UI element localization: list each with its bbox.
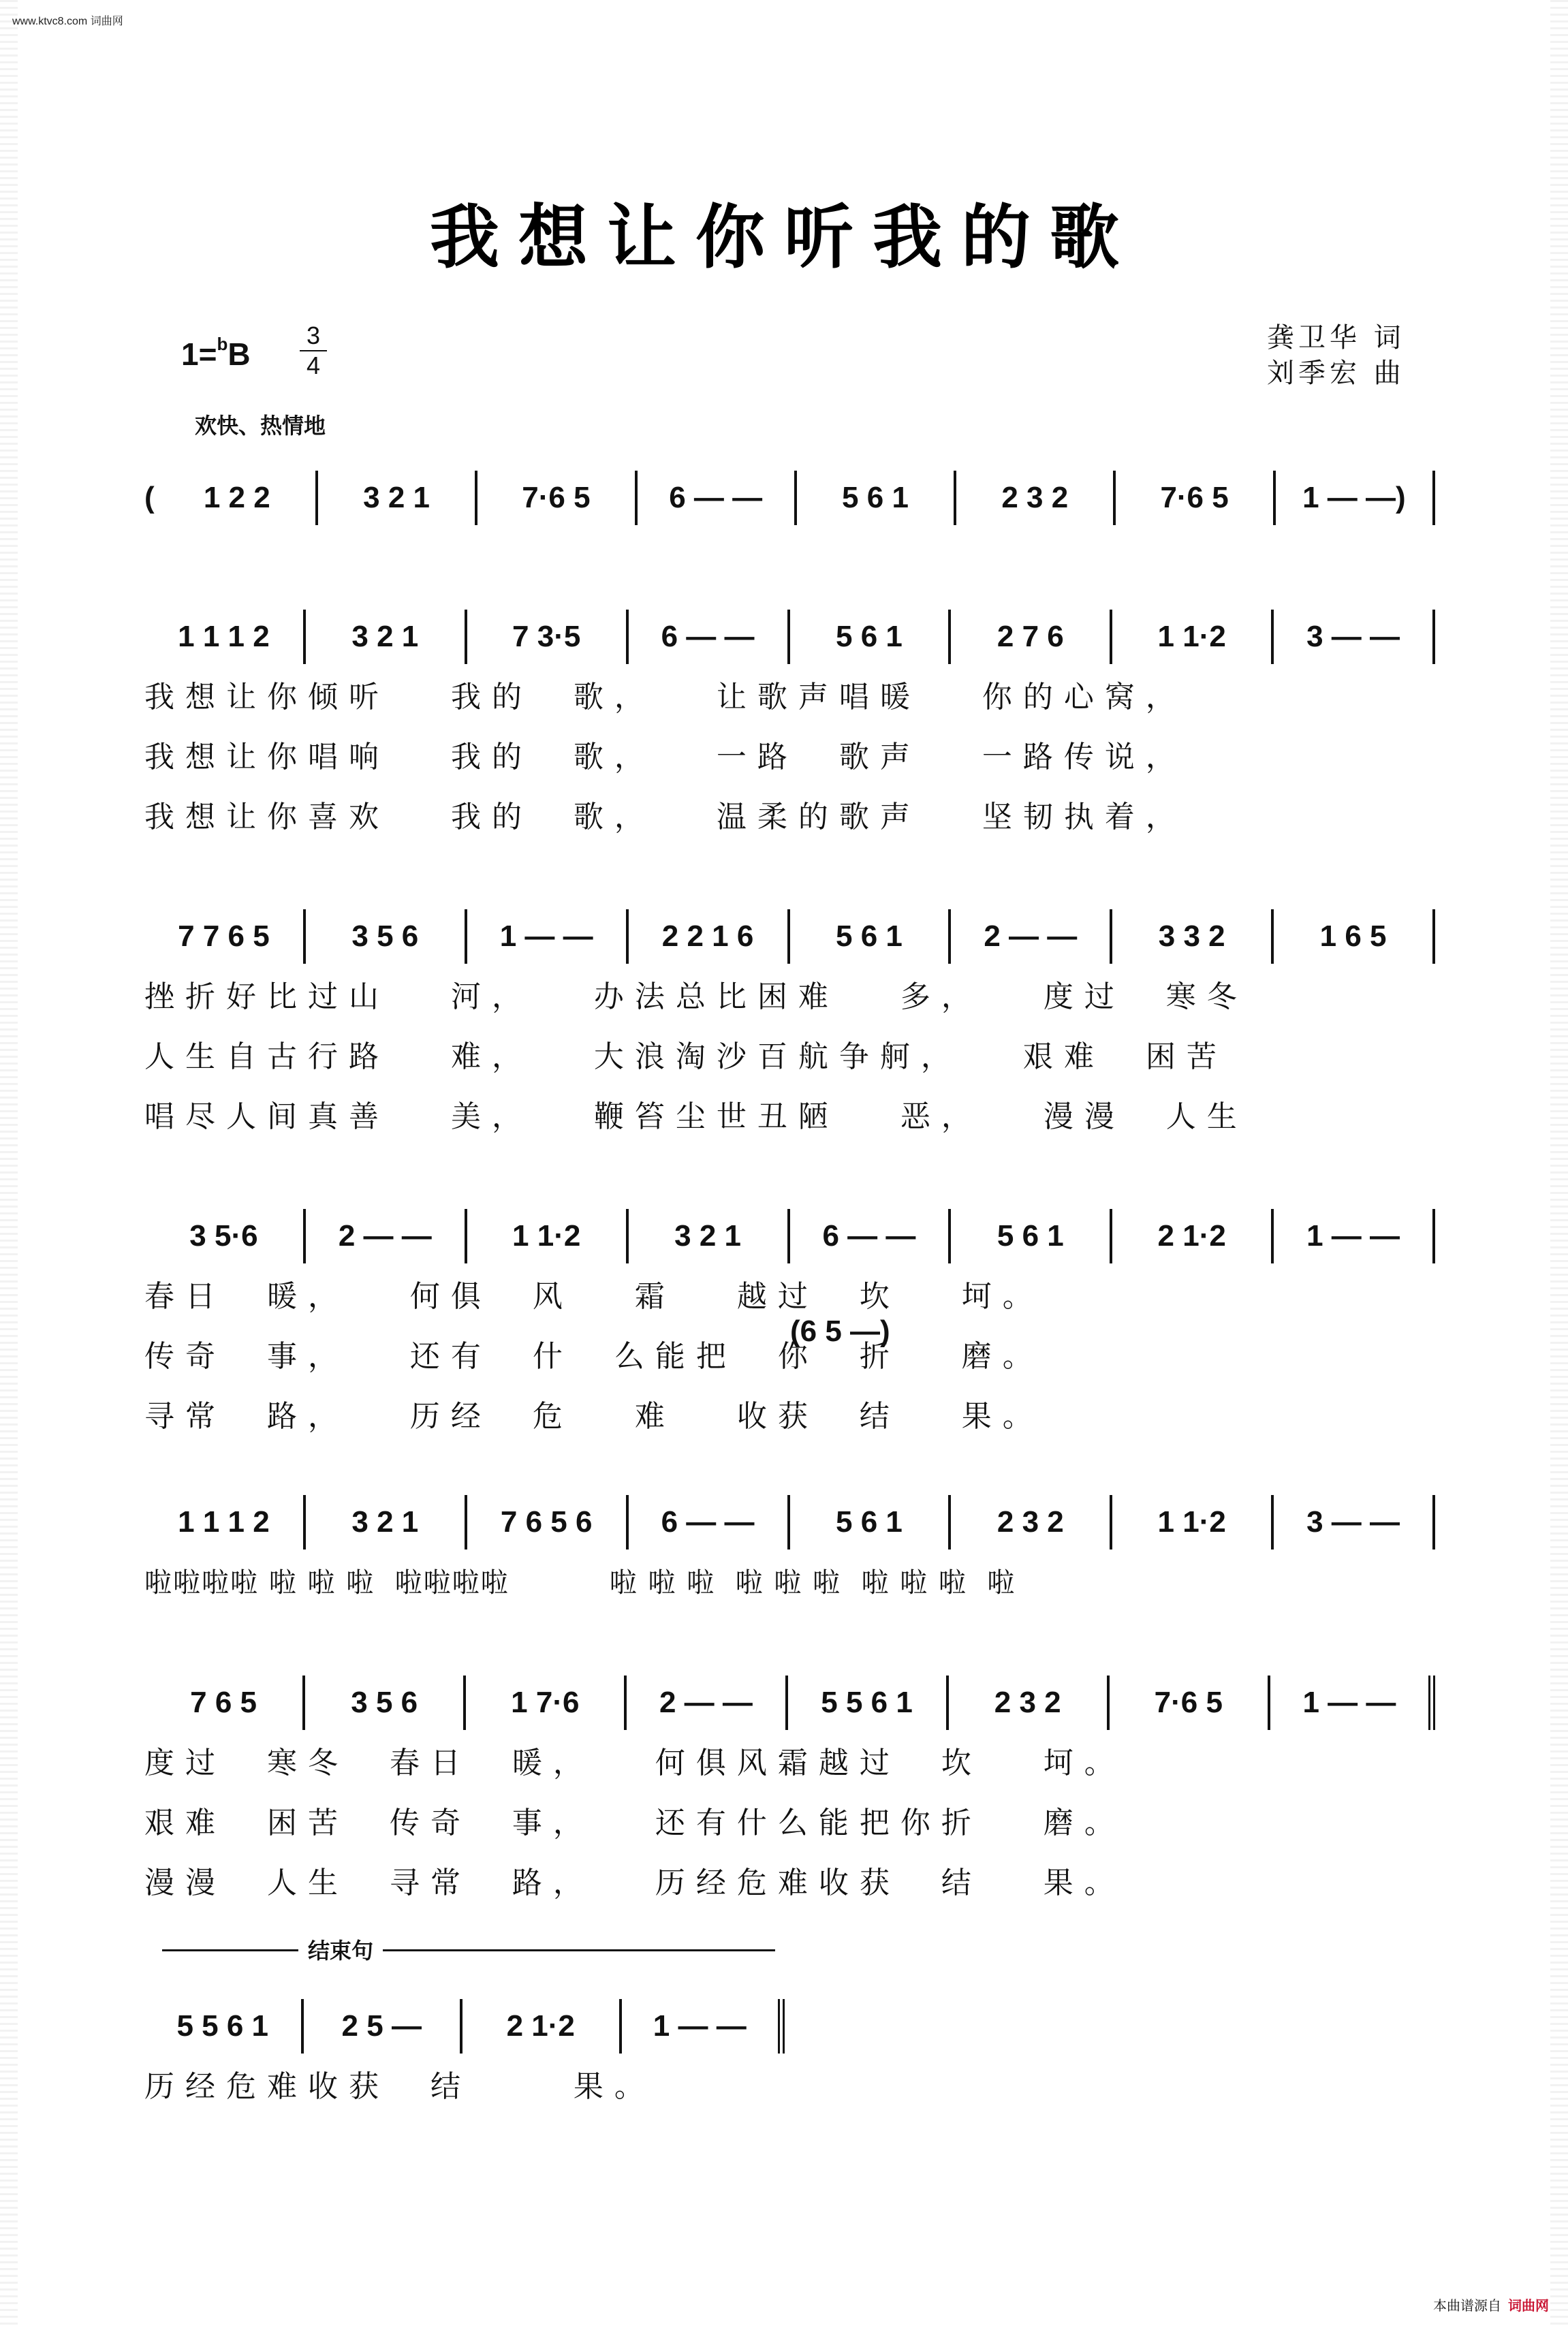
- notes-line: [144, 1492, 1435, 1553]
- measure: 1 2 2: [159, 471, 318, 525]
- measure: 2 — —: [306, 1209, 467, 1263]
- measure: 1 1 1 2: [144, 610, 306, 664]
- notes-line: [144, 467, 1435, 529]
- source-url[interactable]: www.ktvc8.com 词曲网: [12, 16, 123, 27]
- measure: 3 — —: [1274, 1495, 1435, 1550]
- lyric-verse-1: 我想让你倾听 我的 歌， 让歌声唱暖 你的心窝，: [144, 680, 1187, 714]
- notes-line: [144, 606, 1435, 667]
- measure-final: 1 — —: [1270, 1676, 1435, 1730]
- measure: 5 6 1: [790, 1495, 952, 1550]
- score-row-1: [144, 606, 1435, 847]
- measure: 6 — —: [629, 610, 790, 664]
- notes-line: [144, 1206, 1435, 1267]
- lyric-la: 啦啦啦啦 啦 啦 啦 啦啦啦啦 啦 啦 啦 啦 啦 啦 啦 啦 啦 啦: [144, 1567, 1016, 1599]
- measure: 1 — —): [1276, 471, 1435, 525]
- lyricist: 龚卫华 词: [1267, 322, 1405, 353]
- measure: 7 6 5 6: [467, 1495, 629, 1550]
- lyric-verse-2: 人生自古行路 难， 大浪淘沙百航争舸， 艰难 困苦: [144, 1039, 1227, 1074]
- footer-text: 本曲谱源自: [1433, 2297, 1501, 2314]
- measure: 3 5 6: [305, 1676, 466, 1730]
- lyric-verse-1: 挫折好比过山 河， 办法总比困难 多， 度过 寒冬: [144, 979, 1248, 1014]
- time-bottom: 4: [306, 351, 321, 379]
- song-title: 我想让你听我的歌: [430, 197, 1138, 279]
- measure: 7·6 5: [1116, 471, 1275, 525]
- credits: [1267, 320, 1405, 391]
- measure-final: 1 — —: [622, 1999, 785, 2054]
- measure: 1 1·2: [1112, 1495, 1274, 1550]
- score-row-intro: [144, 467, 1435, 529]
- measure: 2 — —: [951, 909, 1112, 964]
- tempo-marking: 欢快、热情地: [195, 413, 326, 439]
- measure: 2 — —: [627, 1676, 787, 1730]
- measure: 5 5 6 1: [144, 1999, 304, 2054]
- measure: 7·6 5: [477, 471, 637, 525]
- lyric-verse-3: 我想让你喜欢 我的 歌， 温柔的歌声 坚韧执着，: [144, 800, 1187, 834]
- measure: 1 7·6: [466, 1676, 627, 1730]
- measure: 2 1·2: [462, 1999, 622, 2054]
- score-row-coda: [144, 1996, 785, 2117]
- lyric-verse-3: 漫漫 人生 寻常 路， 历经危难收获 结 果。: [144, 1866, 1125, 1900]
- measure: 3 5 6: [306, 909, 467, 964]
- measure: 2 1·2: [1112, 1209, 1274, 1263]
- score-row-5: [144, 1672, 1435, 1913]
- measure: 6 — —: [629, 1495, 790, 1550]
- footer-site-link[interactable]: 词曲网: [1508, 2297, 1549, 2314]
- key-prefix: 1=: [181, 336, 217, 372]
- measure: 2 7 6: [951, 610, 1112, 664]
- interlude-notes: (6 5 —): [790, 1315, 890, 1348]
- score-row-2: [144, 906, 1435, 1147]
- measure: 3 2 1: [306, 1495, 467, 1550]
- lyric-coda: 历经危难收获 结 果。: [144, 2069, 655, 2104]
- composer: 刘季宏 曲: [1267, 358, 1405, 389]
- measure: 5 6 1: [790, 610, 952, 664]
- lyric-verse-2: 艰难 困苦 传奇 事， 还有什么能把你折 磨。: [144, 1806, 1125, 1840]
- measure: 1 — —: [467, 909, 629, 964]
- measure: 3 2 1: [629, 1209, 790, 1263]
- measure: 2 2 1 6: [629, 909, 790, 964]
- notes-line: [144, 1672, 1435, 1733]
- measure: 2 5 —: [304, 1999, 463, 2054]
- lyric-verse-2: 传奇 事， 还有 什 么能把 你 折 磨。: [144, 1339, 1044, 1374]
- lyric-verse-1: 度过 寒冬 春日 暖， 何俱风霜越过 坎 坷。: [144, 1746, 1125, 1780]
- measure: 5 5 6 1: [788, 1676, 949, 1730]
- time-signature: [300, 323, 327, 379]
- flat-sign: b: [217, 334, 228, 354]
- measure: 2 3 2: [951, 1495, 1112, 1550]
- measure: 7 3·5: [467, 610, 629, 664]
- left-margin-strip: [0, 0, 18, 2328]
- measure: 1 1·2: [467, 1209, 629, 1263]
- lyric-verse-3: 寻常 路， 历经 危 难 收获 结 果。: [144, 1399, 1044, 1434]
- lyric-verse-1: 春日 暖， 何俱 风 霜 越过 坎 坷。: [144, 1279, 1044, 1314]
- measure: 2 3 2: [949, 1676, 1110, 1730]
- measure: 3 5·6: [144, 1209, 306, 1263]
- measure: 5 6 1: [951, 1209, 1112, 1263]
- lyric-verse-2: 我想让你唱响 我的 歌， 一路 歌声 一路传说，: [144, 740, 1187, 774]
- measure: 1 6 5: [1274, 909, 1435, 964]
- measure: 3 — —: [1274, 610, 1435, 664]
- key-note: B: [228, 336, 251, 372]
- right-margin-strip: [1550, 0, 1568, 2328]
- coda-label: 结束句: [298, 1934, 383, 1965]
- measure: 2 3 2: [956, 471, 1116, 525]
- measure: 3 3 2: [1112, 909, 1274, 964]
- lyric-verse-3: 唱尽人间真善 美， 鞭笞尘世丑陋 恶， 漫漫 人生: [144, 1099, 1248, 1134]
- measure: 6 — —: [638, 471, 797, 525]
- measure: 7 6 5: [144, 1676, 305, 1730]
- coda-bracket: [162, 1938, 775, 1968]
- footer: [1433, 2295, 1549, 2314]
- measure: 3 2 1: [306, 610, 467, 664]
- notes-line: [144, 906, 1435, 967]
- key-signature: [181, 334, 251, 373]
- measure: 5 6 1: [790, 909, 952, 964]
- open-paren: (: [144, 481, 155, 514]
- measure: 1 1 1 2: [144, 1495, 306, 1550]
- notes-line: [144, 1996, 785, 2057]
- time-top: 3: [306, 321, 321, 349]
- measure: 1 1·2: [1112, 610, 1274, 664]
- measure: 1 — —: [1274, 1209, 1435, 1263]
- measure: 7·6 5: [1110, 1676, 1270, 1730]
- measure: 7 7 6 5: [144, 909, 306, 964]
- measure: 3 2 1: [318, 471, 477, 525]
- score-row-4: [144, 1492, 1435, 1613]
- measure: 5 6 1: [797, 471, 956, 525]
- measure: 6 — —: [790, 1209, 952, 1263]
